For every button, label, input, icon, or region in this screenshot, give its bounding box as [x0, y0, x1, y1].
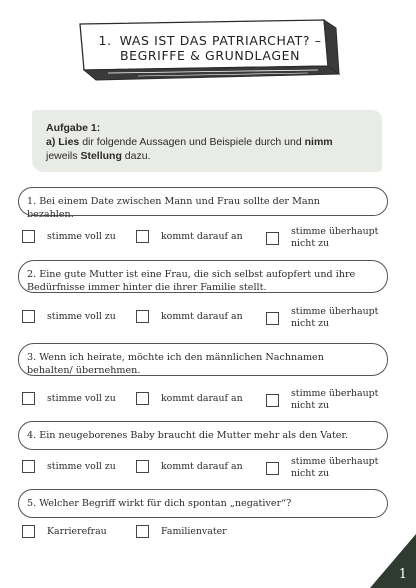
statement-text: 3. Wenn ich heirate, möchte ich den männlichen Nachnamen behalten/ übernehmen. — [27, 352, 324, 376]
options-2 — [22, 306, 402, 336]
task-word-nimm: nimm — [304, 136, 333, 148]
option-disagree[interactable]: stimme überhaupt nicht zu — [266, 226, 391, 250]
options-5 — [22, 525, 402, 555]
checkbox[interactable] — [22, 310, 35, 323]
checkbox[interactable] — [136, 392, 149, 405]
title-number: 1. — [98, 33, 112, 48]
page-corner-shape — [370, 534, 416, 588]
checkbox[interactable] — [136, 310, 149, 323]
checkbox[interactable] — [266, 312, 279, 325]
statement-3 — [18, 343, 388, 376]
statement-2 — [18, 260, 388, 293]
options-4 — [22, 456, 402, 486]
page-title — [92, 33, 328, 63]
option-depends[interactable]: kommt darauf an — [136, 230, 243, 243]
option-karrierefrau[interactable]: Karrierefrau — [22, 525, 107, 538]
option-depends[interactable]: kommt darauf an — [136, 460, 243, 473]
option-disagree[interactable]: stimme überhaupt nicht zu — [266, 388, 391, 412]
checkbox[interactable] — [22, 460, 35, 473]
checkbox[interactable] — [136, 525, 149, 538]
task-text-2: jeweils — [46, 150, 81, 162]
checkbox[interactable] — [266, 232, 279, 245]
statement-text: 5. Welcher Begriff wirkt für dich spontan „negativer“? — [27, 498, 292, 509]
option-depends[interactable]: kommt darauf an — [136, 392, 243, 405]
checkbox[interactable] — [136, 230, 149, 243]
checkbox[interactable] — [22, 230, 35, 243]
task-instructions — [46, 121, 376, 163]
statement-4 — [18, 421, 388, 450]
title-line-2: BEGRIFFE & GRUNDLAGEN — [119, 48, 301, 63]
option-agree[interactable]: stimme voll zu — [22, 310, 116, 323]
task-prefix: a) — [46, 136, 56, 148]
option-familienvater[interactable]: Familienvater — [136, 525, 227, 538]
option-agree[interactable]: stimme voll zu — [22, 230, 116, 243]
option-agree[interactable]: stimme voll zu — [22, 460, 116, 473]
options-3 — [22, 388, 402, 418]
page-number: 1 — [398, 567, 407, 582]
checkbox[interactable] — [22, 392, 35, 405]
task-word-lies: Lies — [58, 136, 80, 148]
statement-5 — [18, 489, 388, 518]
statement-text: 4. Ein neugeborenes Baby braucht die Mutter mehr als den Vater. — [27, 430, 349, 441]
checkbox[interactable] — [22, 525, 35, 538]
statement-text: 1. Bei einem Date zwischen Mann und Frau sollte der Mann bezahlen. — [27, 196, 320, 220]
option-depends[interactable]: kommt darauf an — [136, 310, 243, 323]
task-text-1: dir folgende Aussagen und Beispiele durch und — [79, 136, 305, 148]
option-agree[interactable]: stimme voll zu — [22, 392, 116, 405]
title-line-1: WAS IST DAS PATRIARCHAT? – — [119, 33, 322, 48]
statement-1 — [18, 187, 388, 220]
task-word-stellung: Stellung — [80, 150, 122, 162]
option-disagree[interactable]: stimme überhaupt nicht zu — [266, 306, 391, 330]
task-text-3: dazu. — [121, 150, 151, 162]
option-disagree[interactable]: stimme überhaupt nicht zu — [266, 456, 391, 480]
checkbox[interactable] — [136, 460, 149, 473]
checkbox[interactable] — [266, 394, 279, 407]
options-1 — [22, 226, 402, 256]
statement-text: 2. Eine gute Mutter ist eine Frau, die sich selbst aufopfert und ihre Bedürfnisse immer hinter die ihrer Familie stellt. — [27, 269, 356, 293]
task-title: Aufgabe 1: — [46, 122, 101, 134]
checkbox[interactable] — [266, 462, 279, 475]
